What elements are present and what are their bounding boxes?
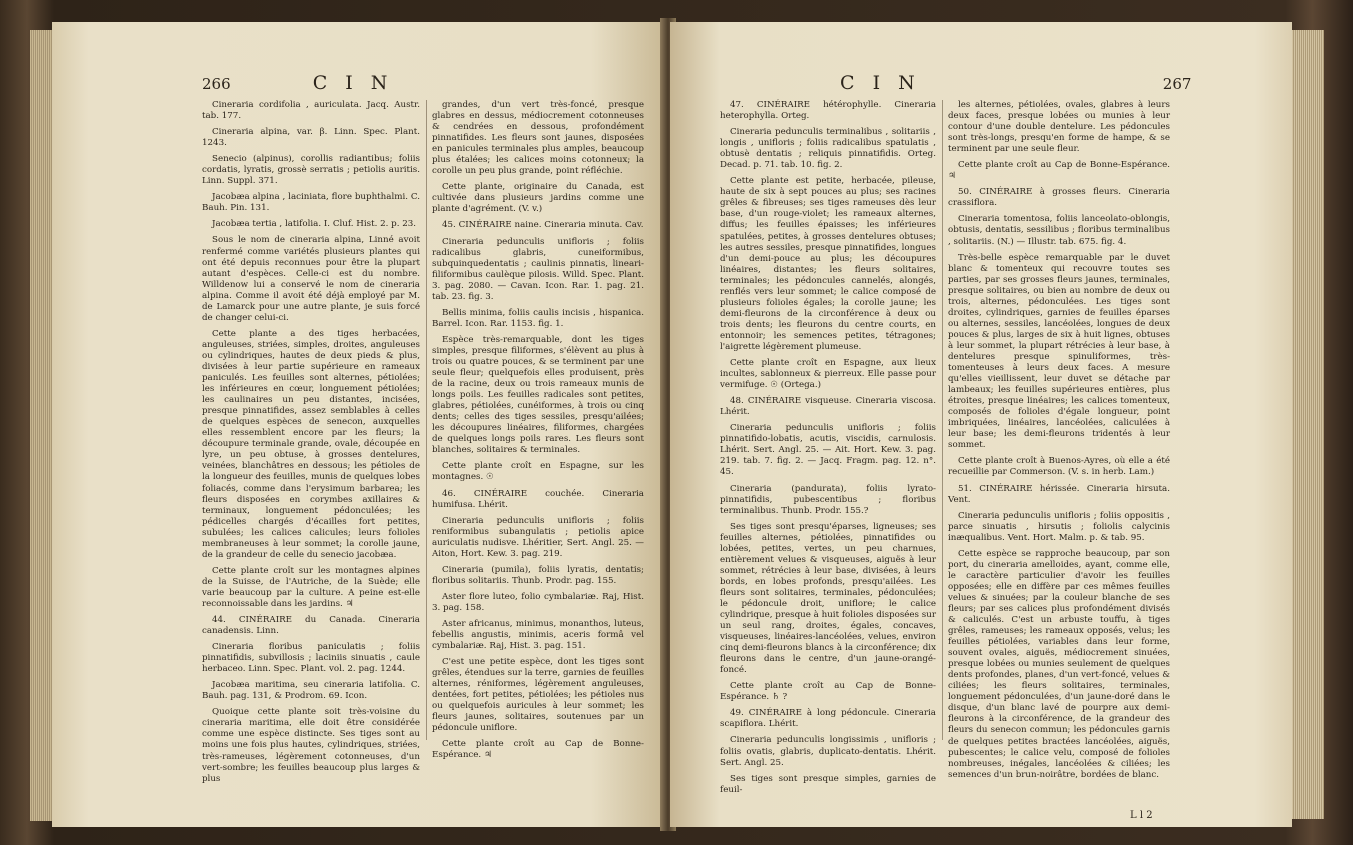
entry-paragraph: Jacobæa alpina , laciniata, flore buphthalmi. C. Bauh. Pin. 131.	[202, 192, 420, 214]
entry-paragraph: Cette plante croît au Cap de Bonne-Espérance. ♄ ?	[720, 681, 936, 703]
entry-paragraph: Cineraria tomentosa, foliis lanceolato-oblongis, obtusis, dentatis, sessilibus ; floribus terminalibus , solitariis. (N.) — Illustr. tab. 675. fig. 4.	[948, 214, 1170, 247]
entry-paragraph: Cineraria (pandurata), foliis lyrato-pinnatifidis, pubescentibus ; floribus terminalibus. Thunb. Prodr. 155.?	[720, 483, 936, 516]
entry-heading: 46. CINÉRAIRE couchée. Cineraria humifusa. Lhérit.	[432, 488, 644, 510]
right-page-number: 267	[1162, 75, 1192, 93]
entry-paragraph: Jacobæa tertia , latifolia. I. Cluf. Hist. 2. p. 23.	[212, 219, 417, 230]
entry-paragraph: Ses tiges sont presqu'éparses, ligneuses; ses feuilles alternes, pétiolées, pinnatifides ou lobées, petites, vertes, un peu charnues, entièrement velues & visqueuses, aiguës à leur sommet, rétrécies à leur base, divisées, à leurs bords, en lobes profonds, presqu'ailées. Les fleurs sont solitaires, terminales, pédonculées; le pédoncule droit, uniflore; le calice cylindrique, presque à huit folioles disposées sur un seul rang, droites, égales, concaves, visqueuses, linéaires-lancéolées, velues, environ cinq demi-fleurons blancs à la circonférence; dix fleurons dans le centre, d'un jaune-orangé-foncé.	[720, 521, 936, 676]
entry-paragraph: Très-belle espèce remarquable par le duvet blanc & tomenteux qui recouvre toutes ses parties, par ses grosses fleurs jaunes, terminales, presque solitaires, ou bien au nombre de deux ou trois, alternes, pédonculées. Les tiges sont droites, cylindriques, garnies de feuilles éparses ou alternes, sessiles, lancéolées, longues de deux pouces & plus, larges de six à huit lignes, obtuses à leur sommet, la plupart rétrécies à leur base, à dentelures presque spinuliformes, très-tomenteuses à leurs deux faces. A mesure qu'elles vieillissent, leur duvet se détache par lambeaux; les feuilles supérieures entières, plus étroites, presque linéaires; les calices tomenteux, composés de folioles d'égale longueur, point imbriquées, linéaires, lancéolées, caliculées à leur base; les demi-fleurons tridentés à leur sommet.	[948, 252, 1170, 451]
entry-paragraph: Bellis minima, foliis caulis incisis , hispanica. Barrel. Icon. Rar. 1153. fig. 1.	[432, 307, 644, 329]
entry-paragraph: Cette plante est petite, herbacée, pileuse, haute de six à sept pouces au plus; ses racines grêles & fibreuses; ses tiges rameuses dès leur base, d'un rouge-violet; les rameaux alternes, diffus; les feuilles épaisses; les inférieures spatulées, petites, à grosses dentelures obtuses; les autres sessiles, presque pinnatifides, longues d'un demi-pouce au plus; les découpures linéaires, distantes; les fleurs solitaires, terminales; les pédoncules cannelés, alongés, renflés vers leur sommet; le calice composé de plusieurs folioles égales; la corolle jaune; les demi-fleurons de la circonférence à deux ou trois dents; les fleurons du centre courts, en entonnoir; les semences petites, tétragones; l'aigrette légèrement plumeuse.	[720, 176, 936, 352]
entry-paragraph: les alternes, pétiolées, ovales, glabres à leurs deux faces, presque lobées ou munies à leur contour d'une double dentelure. Les pédoncules sont très-longs, presqu'en forme de hampe, & se terminent par une seule fleur.	[948, 100, 1170, 155]
left-column-1	[202, 100, 420, 790]
entry-paragraph: Cette plante croît sur les montagnes alpines de la Suisse, de l'Autriche, de la Suède; elle varie beaucoup par la culture. A peine est-elle reconnoissable dans les jardins. ♃	[202, 565, 420, 609]
entry-heading: 45. CINÉRAIRE naine. Cineraria minuta. Cav.	[442, 220, 644, 231]
entry-paragraph: Cette plante croît au Cap de Bonne-Espérance. ♃	[948, 160, 1170, 182]
left-running-title: C I N	[312, 72, 394, 94]
left-page-edges	[30, 30, 54, 821]
entry-heading: 49. CINÉRAIRE à long pédoncule. Cineraria scapiflora. Lhérit.	[720, 708, 936, 730]
entry-paragraph: Cineraria pedunculis unifloris ; foliis oppositis , parce sinuatis , hirsutis ; foliolis calycinis inæqualibus. Vent. Hort. Malm. p. & tab. 95.	[948, 510, 1170, 543]
entry-paragraph: Cineraria pedunculis longissimis , unifloris ; foliis ovatis, glabris, duplicato-dentatis. Lhérit. Sert. Angl. 25.	[720, 735, 936, 768]
entry-paragraph: Cineraria cordifolia , auriculata. Jacq. Austr. tab. 177.	[202, 100, 420, 122]
left-page-number: 266	[202, 75, 231, 93]
entry-paragraph: Sous le nom de cineraria alpina, Linné avoit renfermé comme variétés plusieurs plantes qui ont été depuis reconnues pour être la plupart autant d'espèces. Celle-ci est du nombre. Willdenow lui a conservé le nom de cineraria alpina. Comme il avoit été déjà employé par M. de Lamarck pour une autre plante, je suis forcé de changer celui-ci.	[202, 235, 420, 323]
entry-paragraph: C'est une petite espèce, dont les tiges sont grêles, étendues sur la terre, garnies de feuilles alternes, réniformes, légèrement anguleuses, dentées, fort petites, pétiolées; les pétioles nus ou quelquefois auricules à leur sommet; les fleurs jaunes, solitaires, soutenues par un pédoncule uniflore.	[432, 657, 644, 734]
entry-paragraph: Cette plante a des tiges herbacées, anguleuses, striées, simples, droites, anguleuses ou cylindriques, hautes de deux pieds & plus, divisées à leur partie supérieure en rameaux paniculés. Les feuilles sont alternes, pétiolées; les inférieures en cœur, longuement pétiolées; les caulinaires un peu distantes, incisées, presque pinnatifides, assez semblables à celles de quelques espèces de senecon, auxquelles elles ressemblent encore par les fleurs; la découpure terminale grande, ovale, découpée en lyre, un peu obtuse, à grosses dentelures, veinées, blanchâtres en dessous; les pétioles de la longueur des feuilles, munis de quelques lobes foliacés, comme dans l'erysimum barbarea; les fleurs disposées en corymbes axillaires & terminaux, longuement pédonculées; les pédicelles chargés d'écailles fort petites, subulées; les calices calicules; leurs folioles membraneuses à leur sommet; la corolle jaune, de la grandeur de celle du senecio jacobæa.	[202, 328, 420, 560]
entry-paragraph: Cineraria pedunculis unifloris ; foliis reniformibus subangulatis ; petiolis apice auriculatis nudisve. Lhéritier, Sert. Angl. 25. — Aiton, Hort. Kew. 3. pag. 219.	[432, 515, 644, 559]
entry-paragraph: Jacobæa maritima, seu cineraria latifolia. C. Bauh. pag. 131, & Prodrom. 69. Icon.	[202, 680, 420, 702]
entry-paragraph: Cette espèce se rapproche beaucoup, par son port, du cineraria amelloides, ayant, comme elle, le caractère particulier d'avoir les feuilles opposées; elle en diffère par ces mêmes feuilles velues & sinuées; par la couleur blanche de ses fleurs; par ses calices plus profondément divisés & caliculés. C'est un arbuste touffu, à tiges grêles, rameuses; les rameaux opposés, velus; les feuilles pétiolées, variables dans leur forme, souvent ovales, aiguës, médiocrement sinuées, presque lobées ou munies seulement de quelques dents profondes, planes, d'un vert-foncé, velues & ciliées; les fleurs solitaires, terminales, longuement pédonculées, d'un jaune-doré dans le disque, d'un blanc lavé de pourpre aux demi-fleurons à la circonférence, de la grandeur des fleurs du senecon commun; les pédoncules garnis de quelques petites bractées lancéolées, aiguës, pubescentes; le calice velu, composé de folioles nombreuses, inégales, lancéolées & ciliées; les semences d'un brun-noirâtre, bordées de blanc.	[948, 548, 1170, 780]
right-page-edges	[1290, 30, 1324, 819]
signature-mark: L l 2	[1130, 810, 1153, 821]
entry-paragraph: Aster africanus, minimus, monanthos, luteus, febellis angustis, minimis, aceris formâ vel cymbalariæ. Raj, Hist. 3. pag. 151.	[432, 618, 644, 652]
entry-paragraph: Cineraria (pumila), foliis lyratis, dentatis; floribus solitariis. Thunb. Prodr. pag. 155.	[432, 564, 644, 586]
right-column-2	[948, 100, 1170, 786]
column-divider	[426, 100, 427, 740]
left-column-2	[432, 100, 644, 767]
entry-paragraph: Aster flore luteo, folio cymbalariæ. Raj, Hist. 3. pag. 158.	[432, 591, 644, 613]
entry-paragraph: grandes, d'un vert très-foncé, presque glabres en dessus, médiocrement cotonneuses & cendrées en dessous, profondément pinnatifides. Les fleurs sont jaunes, disposées en panicules terminales plus amples, beaucoup plus étalées; les calices moins cotonneux; la corolle un peu plus grande, point réfléchie.	[432, 100, 644, 177]
entry-paragraph: Quoique cette plante soit très-voisine du cineraria maritima, elle doit être considérée comme une espèce distincte. Ses tiges sont au moins une fois plus hautes, cylindriques, striées, très-rameuses, légèrement cotonneuses, d'un vert-sombre; les feuilles beaucoup plus larges & plus	[202, 707, 420, 784]
entry-heading: 44. CINÉRAIRE du Canada. Cineraria canadensis. Linn.	[202, 615, 420, 637]
entry-paragraph: Cette plante croît au Cap de Bonne-Espérance. ♃	[432, 739, 644, 761]
left-running-head	[202, 72, 393, 94]
entry-heading: 50. CINÉRAIRE à grosses fleurs. Cineraria crassiflora.	[948, 187, 1170, 209]
right-column-1	[720, 100, 936, 801]
entry-paragraph: Cineraria pedunculis unifloris ; foliis pinnatifido-lobatis, acutis, viscidis, carnulosis. Lhérit. Sert. Angl. 25. — Ait. Hort. Kew. 3. pag. 219. tab. 7. fig. 2. — Jacq. Fragm. pag. 12. n°. 45.	[720, 423, 936, 478]
entry-paragraph: Cette plante croît en Espagne, aux lieux incultes, sablonneux & pierreux. Elle passe pour vermifuge. ☉ (Ortega.)	[720, 358, 936, 391]
entry-paragraph: Cineraria alpina, var. β. Linn. Spec. Plant. 1243.	[202, 127, 420, 149]
right-running-head	[840, 72, 1191, 94]
entry-heading: 47. CINÉRAIRE hétérophylle. Cineraria heterophylla. Orteg.	[720, 100, 936, 122]
entry-paragraph: Senecio (alpinus), corollis radiantibus; foliis cordatis, lyratis, grossè serratis ; petiolis auritis. Linn. Suppl. 371.	[202, 154, 420, 187]
right-running-title: C I N	[840, 72, 921, 94]
entry-paragraph: Cette plante croît à Buenos-Ayres, où elle a été recueillie par Commerson. (V. s. in herb. Lam.)	[948, 456, 1170, 478]
entry-heading: 48. CINÉRAIRE visqueuse. Cineraria viscosa. Lhérit.	[720, 396, 936, 418]
entry-paragraph: Cineraria pedunculis unifloris ; foliis radicalibus glabris, cuneiformibus, subquinquedentatis ; caulinis pinnatis, lineari-filiformibus caulèque pilosis. Willd. Spec. Plant. 3. pag. 2080. — Cavan. Icon. Rar. 1. pag. 21. tab. 23. fig. 3.	[432, 236, 644, 302]
column-divider	[942, 100, 943, 740]
entry-paragraph: Cette plante croît en Espagne, sur les montagnes. ☉	[432, 461, 644, 483]
entry-paragraph: Cineraria pedunculis terminalibus , solitariis , longis , unifloris ; foliis radicalibus spatulatis , obtusè dentatis ; reliquis pinnatifidis. Orteg. Decad. p. 71. tab. 10. fig. 2.	[720, 127, 936, 171]
right-page	[670, 22, 1292, 827]
left-page	[52, 22, 664, 827]
entry-paragraph: Cette plante, originaire du Canada, est cultivée dans plusieurs jardins comme une plante d'agrément. (V. v.)	[432, 182, 644, 215]
entry-paragraph: Espèce très-remarquable, dont les tiges simples, presque filiformes, s'élèvent au plus à trois ou quatre pouces, & se terminent par une seule fleur; quelquefois elles produisent, près de la racine, deux ou trois rameaux munis de longs poils. Les feuilles radicales sont petites, glabres, pétiolées, cunéiformes, à trois ou cinq dents; celles des tiges sessiles, presqu'ailées; les découpures linéaires, filiformes, chargées de quelques longs poils rares. Les fleurs sont blanches, solitaires & terminales.	[432, 334, 644, 456]
entry-paragraph: Cineraria floribus paniculatis ; foliis pinnatifidis, subvillosis ; laciniis sinuatis , caule herbaceo. Linn. Spec. Plant. vol. 2. pag. 1244.	[202, 642, 420, 675]
entry-paragraph: Ses tiges sont presque simples, garnies de feuil-	[720, 773, 936, 795]
entry-heading: 51. CINÉRAIRE hérissée. Cineraria hirsuta. Vent.	[948, 483, 1170, 505]
